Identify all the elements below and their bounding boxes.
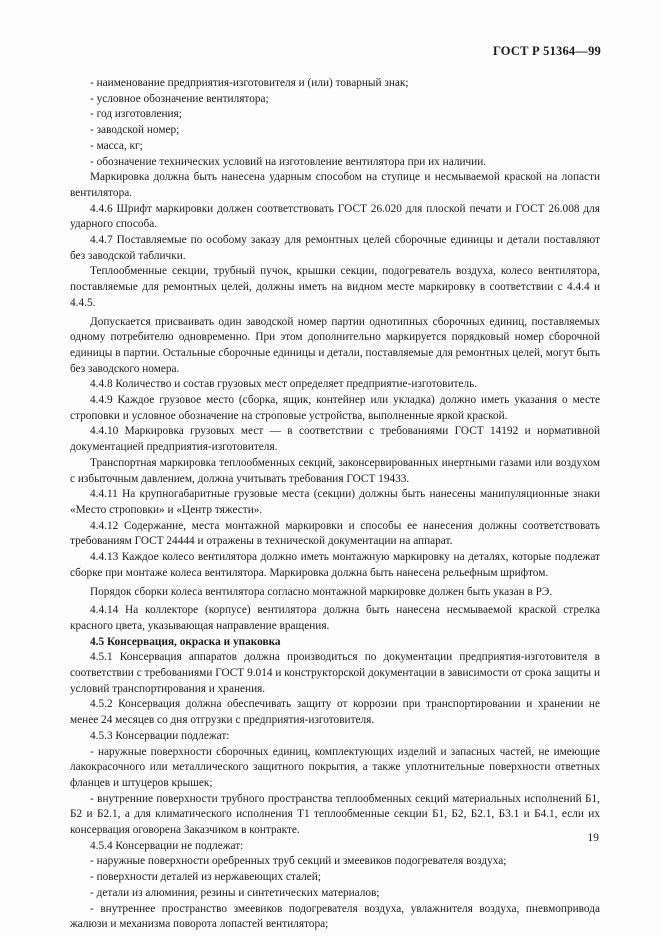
list-item: - масса, кг;: [90, 139, 143, 152]
clause-4-5-3: 4.5.3 Консервации подлежат:: [90, 729, 230, 742]
clause-4-5-4: 4.5.4 Консервации не подлежат:: [90, 839, 244, 852]
document-body: [70, 76, 600, 933]
clause-4-4-13: 4.4.13 Каждое колесо вентилятора должно иметь монтажную маркировку на деталях, которые подлежат сборке при монтаже колеса вентилятора. Маркировка должна быть нанесена рельефным шрифтом.: [70, 551, 600, 579]
list-item: - поверхности деталей из нержавеющих сталей;: [90, 871, 321, 884]
clause-4-4-12: 4.4.12 Содержание, места монтажной маркировки и способы ее нанесения должны соответствовать требованиям ГОСТ 24444 и отражены в технической документации на аппарат.: [70, 519, 600, 548]
paragraph: Теплообменные секции, трубный пучок, крышки секции, подогреватель воздуха, колесо вентилятора, поставляемые для ремонтных целей, должны иметь на видном месте маркировку в соответствии с 4.4.4 и 4.4.5.: [70, 265, 600, 309]
list-item: - внутреннее пространство змеевиков подогревателя воздуха, увлажнителя воздуха, пневмопривода жалюзи и механизма поворота лопастей вентилятора;: [70, 902, 600, 931]
paragraph: Порядок сборки колеса вентилятора согласно монтажной маркировке должен быть указан в РЭ.: [90, 585, 553, 598]
paragraph: Маркировка должна быть нанесена ударным способом на ступице и несмываемой краской на лопасти вентилятора.: [70, 171, 600, 199]
paragraph: Транспортная маркировка теплообменных секций, законсервированных инертными газами или воздухом с избыточным давлением, должна учитывать требования ГОСТ 19433.: [70, 456, 600, 485]
clause-4-4-8: 4.4.8 Количество и состав грузовых мест определяет предприятие-изготовитель.: [90, 378, 478, 391]
clause-4-4-11: 4.4.11 На крупногабаритные грузовые места (секции) должны быть нанесены манипуляционные знаки «Место строповки» и «Центр тяжести».: [70, 488, 600, 516]
list-item: - наименование предприятия-изготовителя и (или) товарный знак;: [90, 77, 409, 89]
list-item: - внутренние поверхности трубного пространства теплообменных секций материальных исполнений Б1, Б2 и Б2.1, а для климатического исполнения Т1 теплообменные секции Б1, Б2, Б2.1, Б3.1 и Б4.1, если их консервация оговорена Заказчиком в контракте.: [70, 792, 600, 837]
paragraph: Допускается присваивать один заводской номер партии однотипных сборочных единиц, поставляемых одному потребителю одновременно. При этом дополнительно маркируется порядковый номер сборочной единицы в партии. Остальные сборочные единицы и детали, поставляемые для ремонтных целей, могут быть без заводского номера.: [70, 315, 600, 375]
list-item: - обозначение технических условий на изготовление вентилятора при их наличии.: [90, 155, 487, 168]
list-item: - наружные поверхности сборочных единиц, комплектующих изделий и запасных частей, не имеющие лакокрасочного или металлического защитного покрытия, а также уплотнительные поверхности ответных фланцев и штуцеров крышек;: [70, 745, 600, 789]
list-item: - наружные поверхности оребренных труб секций и змеевиков подогревателя воздуха;: [90, 855, 507, 868]
clause-4-4-10: 4.4.10 Маркировка грузовых мест — в соответствии с требованиями ГОСТ 14192 и нормативной документацией предприятия-изготовителя.: [70, 425, 600, 454]
list-item: - детали из алюминия, резины и синтетических материалов;: [90, 886, 380, 899]
clause-4-4-6: 4.4.6 Шрифт маркировки должен соответствовать ГОСТ 26.020 для плоской печати и ГОСТ 26.008 для ударного способа.: [70, 202, 600, 231]
section-heading: 4.5 Консервация, окраска и упаковка: [90, 635, 281, 648]
page-number: 19: [587, 832, 599, 844]
standard-code-header: ГОСТ Р 51364—99: [492, 44, 601, 58]
list-item: - заводской номер;: [90, 124, 180, 137]
clause-4-5-2: 4.5.2 Консервация должна обеспечивать защиту от коррозии при транспортировании и хранении не менее 24 месяцев со дня отгрузки с предприятия-изготовителя.: [70, 698, 600, 727]
clause-4-4-14: 4.4.14 На коллекторе (корпусе) вентилятора должна быть нанесена несмываемой краской стрелка красного цвета, указывающая направление вращения.: [70, 604, 600, 632]
list-item: - условное обозначение вентилятора;: [90, 92, 269, 105]
clause-4-5-1: 4.5.1 Консервация аппаратов должна производиться по документации предприятия-изготовителя в соответствии с требованиями ГОСТ 9.014 и конструкторской документации в зависимости от срока защиты и условий транспортирования и хранения.: [70, 651, 600, 695]
list-item: - год изготовления;: [90, 108, 182, 121]
clause-4-4-7: 4.4.7 Поставляемые по особому заказу для ремонтных целей сборочные единицы и детали поставляют без заводской таблички.: [70, 234, 600, 262]
clause-4-4-9: 4.4.9 Каждое грузовое место (сборка, ящик, контейнер или укладка) должно иметь указания о месте строповки и условное обозначение на строповые устройства, выполненные яркой краской.: [70, 394, 600, 422]
